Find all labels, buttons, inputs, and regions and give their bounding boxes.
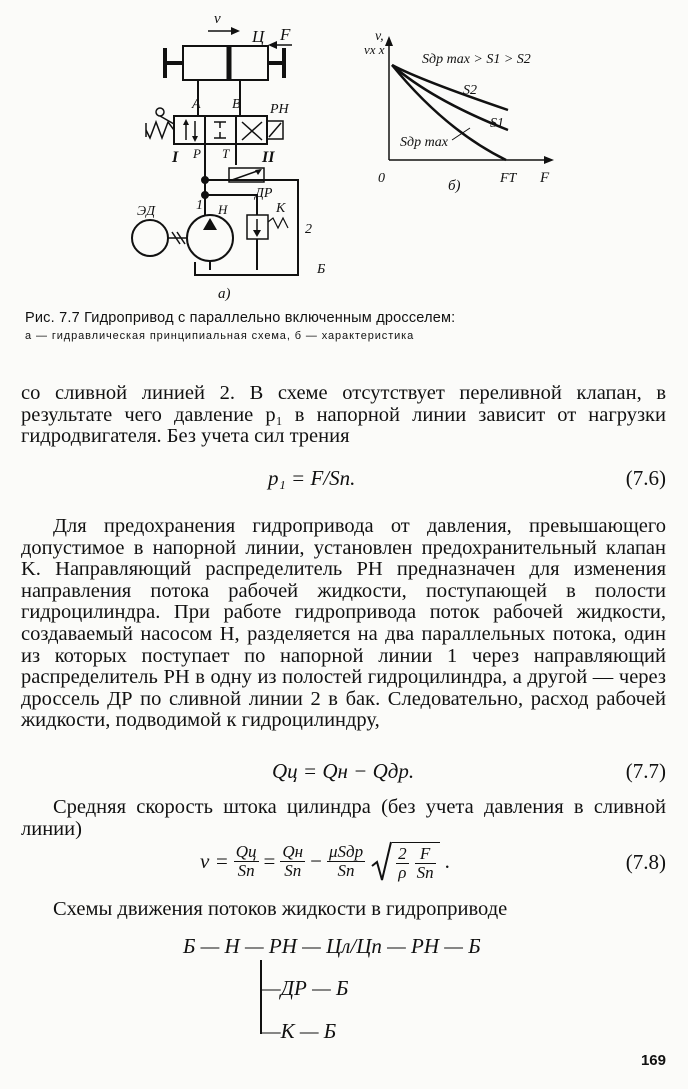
label-port-b: В (232, 97, 241, 112)
paragraph-1: со сливной линией 2. В схеме отсутствует переливной клапан, в результате чего давление p₁ в напорной линии зависит от нагрузки гидродвигателя. Без учета сил трения (21, 382, 666, 448)
formula-7-8-eq: = (263, 848, 276, 873)
fraction-q-cyl: $\frac{Qц}{Sп}$ (235, 841, 257, 880)
fraction-2-rho: $\frac{2}{\rho}$ (398, 844, 407, 882)
label-a: а) (218, 286, 231, 302)
paragraph-4: Схемы движения потоков жидкости в гидроприводе (53, 898, 508, 920)
formula-7-8: v = $\frac{Qц}{Sп}$ = $\frac{Qн}{Sп}$ − $\frac{\text{μSдр}}{Sп}$ $\frac{2}{\rho}$ $\frac{F}{Sп}$ . (7.8) (200, 841, 666, 882)
formula-7-6-number: (7.6) (625, 466, 666, 490)
fraction-q-pump: $\frac{Qн}{Sп}$ (282, 841, 304, 880)
label-port-p: Р (193, 146, 201, 161)
label-b: б) (448, 178, 461, 194)
chart-label-s1: S1 (490, 116, 504, 131)
label-pos-2: II (262, 149, 275, 166)
label-v: v (214, 11, 221, 27)
formula-7-7-expr: Qц = Qн − Qдр. (272, 759, 415, 783)
figure-7-7 (0, 0, 688, 305)
figure-caption (25, 310, 665, 342)
caption-subtitle: а — гидравлическая принципиальная схема, б — характеристика (25, 330, 415, 342)
label-port-a: А (192, 97, 201, 112)
label-distributor: РН (270, 102, 289, 117)
label-force: F (280, 25, 291, 44)
chart-axis-v: v, (375, 29, 384, 44)
chart-label-s-max: Sдр max (400, 135, 448, 150)
formula-7-8-number: (7.8) (625, 850, 666, 874)
flow-main: Б — Н — PH — Цл/Цп — PH — Б (183, 934, 481, 958)
flow-branch-throttle: —ДР — Б (262, 976, 349, 1000)
label-tank: Б (317, 262, 326, 277)
paragraph-2: Для предохранения гидропривода от давления, превышающего допустимое в напорной линии, установлен предохранительный клапан K. Направляющий распределитель PH предназначен для изменения направления потока рабочей жидкости, поступающей в полости гидроцилиндра. При работе гидропривода поток рабочей жидкости, создаваемый насосом H, разделяется на два параллельных потока, один из которых поступает по напорной линии 1 через направляющий распределитель PH в одну из полостей гидроцилиндра, а другой — через дроссель ДР по сливной линии 2 в бак. Следовательно, расход рабочей жидкости, подводимой к гидроцилиндру, (21, 515, 666, 732)
label-line-1: 1 (196, 198, 203, 213)
chart-axis-vx: vх х (364, 42, 385, 57)
chart-label-s2: S2 (463, 83, 477, 98)
formula-7-7-number: (7.7) (625, 759, 666, 783)
label-valve: К (276, 201, 286, 216)
chart-label-ft: FТ (500, 171, 517, 186)
chart-axis-f: F (540, 170, 550, 186)
formula-7-8-minus: − (310, 848, 322, 873)
label-pos-1: I (172, 149, 179, 166)
label-motor: ЭД (137, 204, 156, 219)
label-line-2: 2 (305, 222, 312, 237)
chart-condition: Sдр max > S1 > S2 (422, 52, 531, 67)
fraction-f-s: $\frac{F}{Sп}$ (416, 844, 434, 882)
formula-7-8-v: v = (200, 848, 229, 873)
label-cylinder: Ц (252, 27, 265, 46)
formula-7-6-expr: p₁ = F/Sп. (268, 466, 356, 490)
fraction-mu-s: $\frac{\text{μSдр}}{Sп}$ (328, 841, 364, 880)
label-port-t: Т (222, 146, 230, 161)
flow-branch-valve: —К — Б (262, 1019, 337, 1043)
sqrt-icon (370, 840, 440, 882)
caption-title: Рис. 7.7 Гидропривод с параллельно включенным дросселем: (25, 310, 456, 326)
page-number: 169 (640, 1052, 666, 1069)
chart-origin: 0 (378, 171, 385, 186)
label-pump: Н (218, 202, 228, 217)
label-throttle: ДР (255, 186, 273, 201)
paragraph-3: Средняя скорость штока цилиндра (без учета давления в сливной линии) (21, 796, 666, 840)
